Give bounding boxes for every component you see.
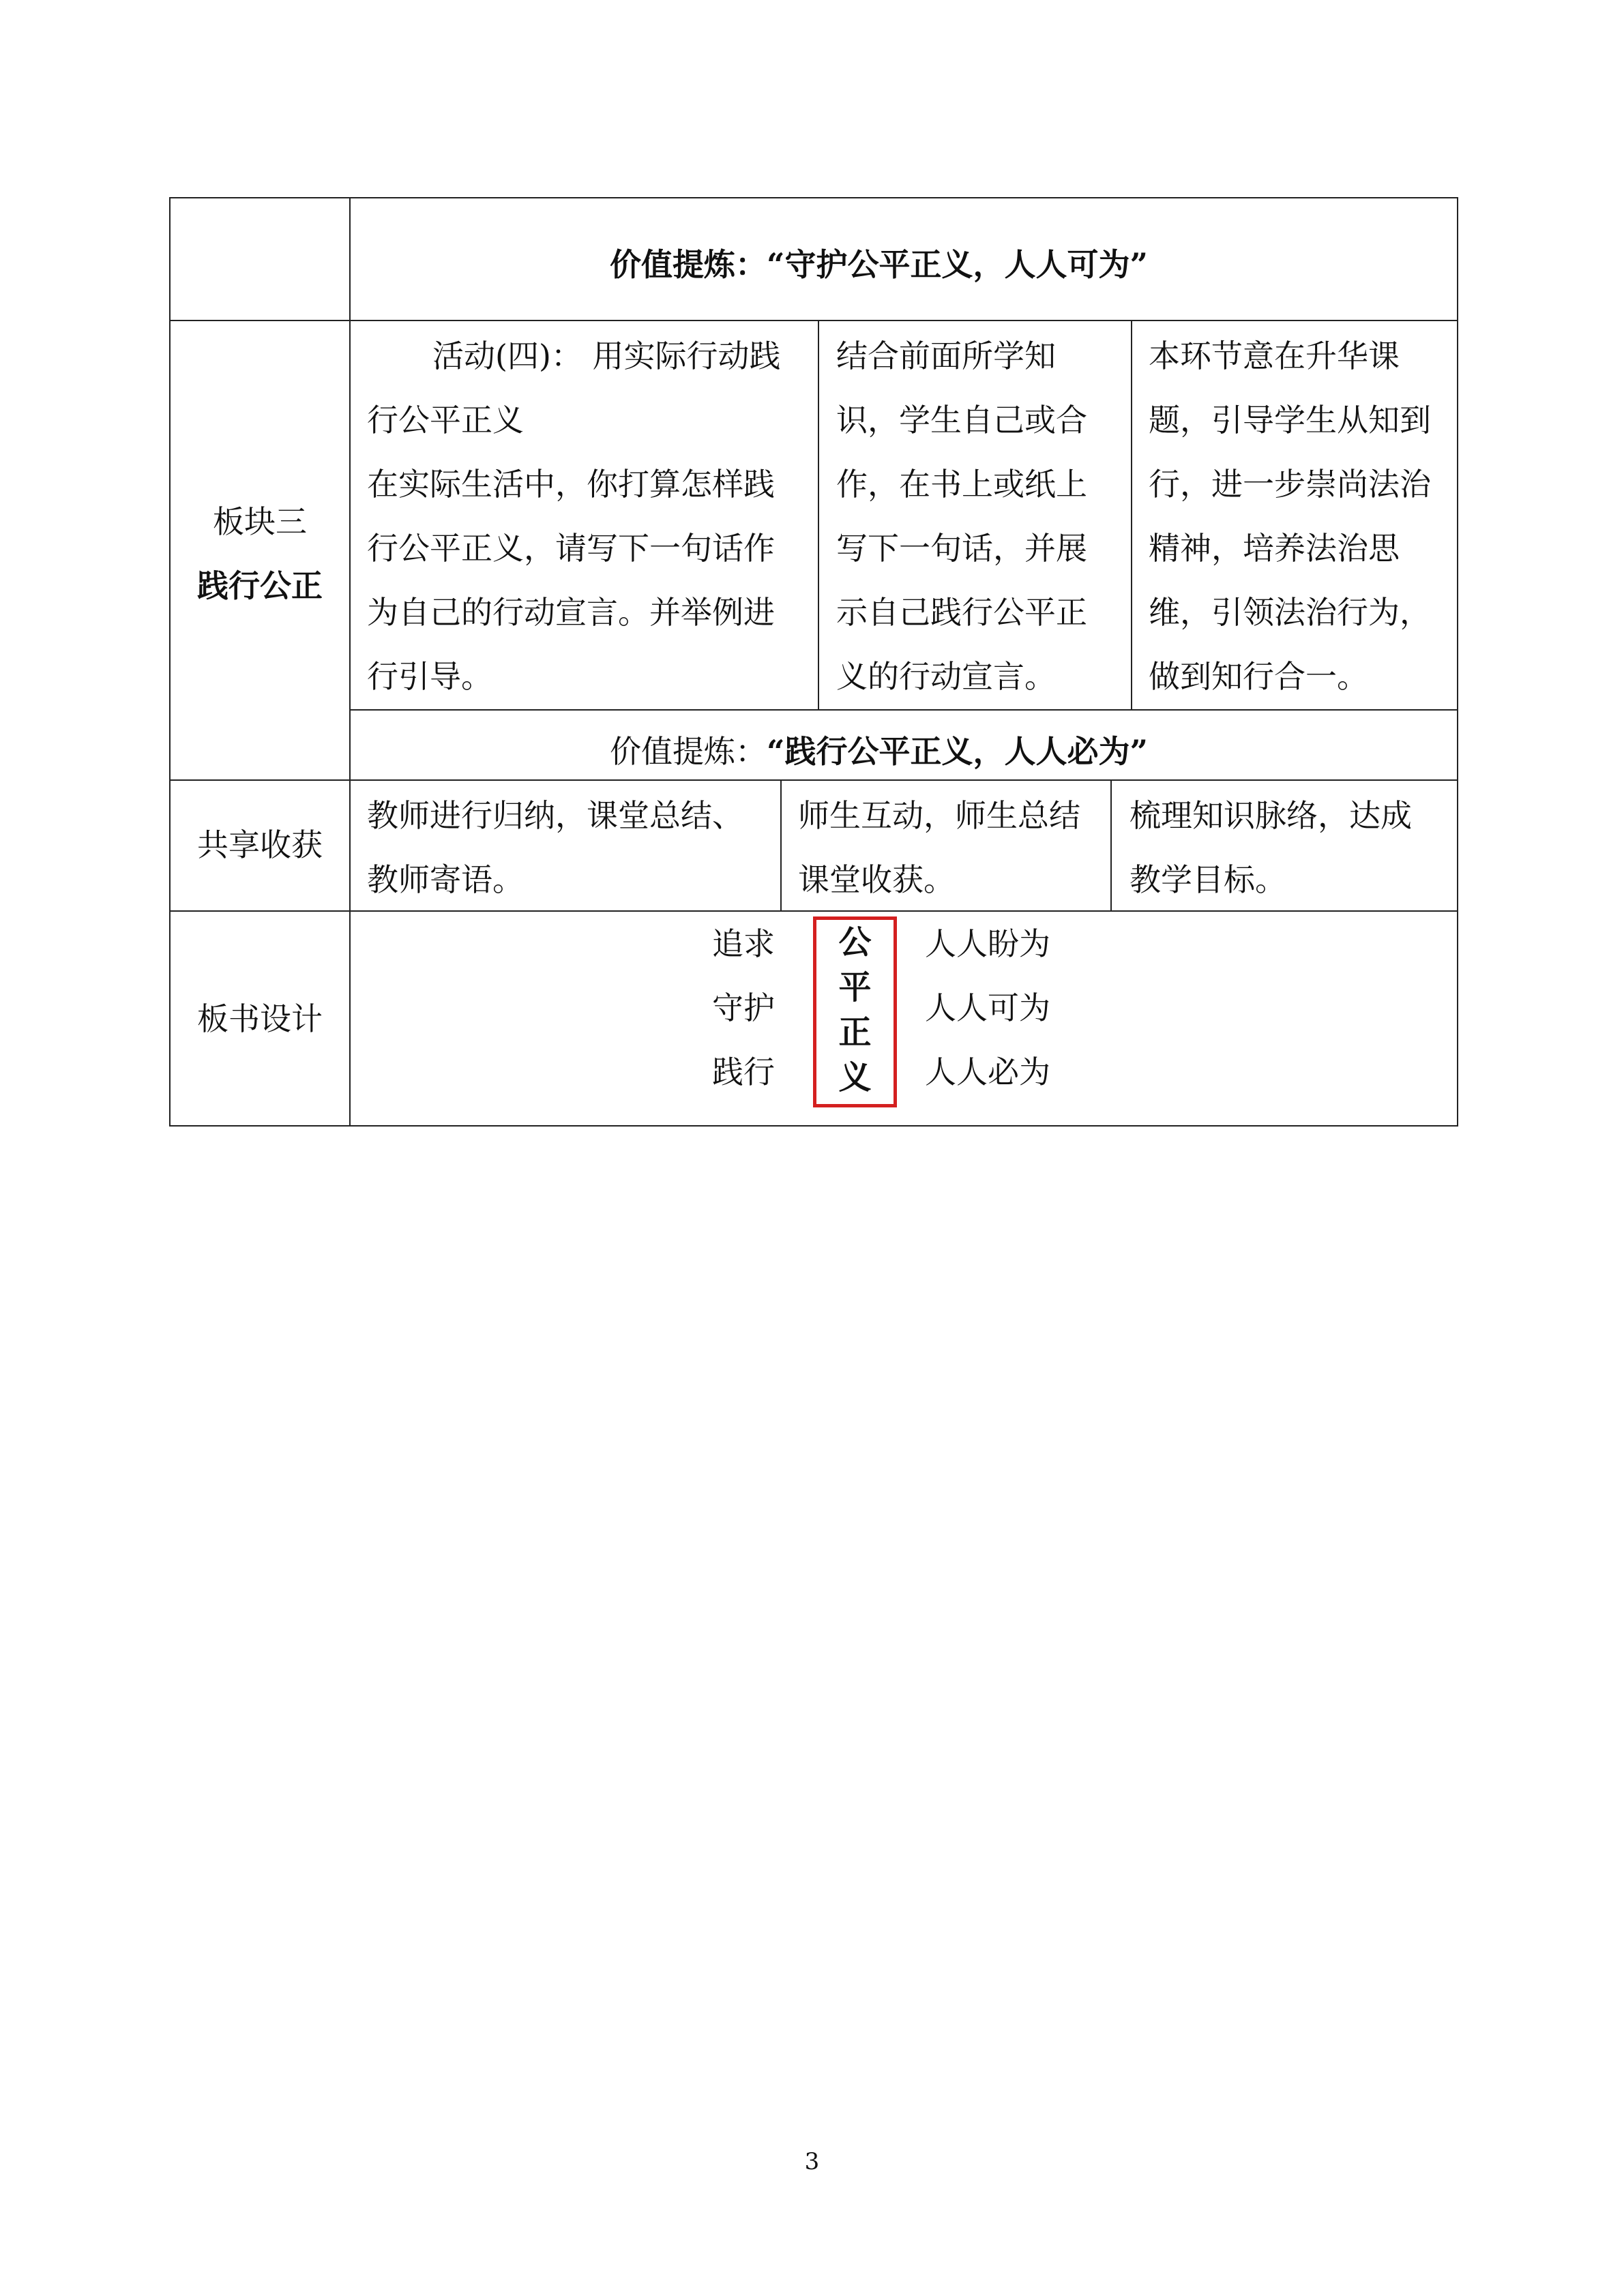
share-line: 梳理知识脉络，达成 — [1130, 797, 1412, 834]
value-summary-2 — [610, 727, 1148, 772]
module3-title-cell — [171, 490, 349, 618]
share-line: 教学目标。 — [1130, 861, 1286, 898]
board-title-cell — [171, 987, 349, 1051]
board-center-char: 公 — [838, 923, 872, 961]
board-center-char: 正 — [838, 1013, 872, 1052]
share-col1 — [367, 784, 776, 912]
activity-cell — [367, 324, 817, 709]
board-title: 板书设计 — [197, 1000, 323, 1037]
intent-line: 维，引领法治行为， — [1149, 594, 1431, 631]
share-line: 师生互动，师生总结 — [798, 797, 1080, 834]
value-quote: “守护公平正义，人人可为” — [767, 246, 1148, 283]
activity-line: 行公平正义 — [367, 402, 524, 438]
board-center-box — [813, 916, 897, 1107]
share-col2 — [798, 784, 1108, 912]
share-col3 — [1130, 784, 1457, 912]
board-left-column — [712, 912, 794, 1104]
activity-line: 为自己的行动宣言。并举例进 — [367, 594, 775, 631]
value-label: 价值提炼： — [610, 246, 767, 283]
column-divider — [1131, 320, 1132, 710]
board-center-char: 义 — [838, 1058, 872, 1097]
row-divider — [349, 709, 1458, 711]
share-line: 教师进行归纳，课堂总结、 — [367, 797, 743, 834]
activity-line: 行引导。 — [367, 658, 492, 695]
board-left-item: 守护 — [712, 989, 775, 1026]
student-line: 示自己践行公平正 — [836, 594, 1087, 631]
activity-heading: 活动(四)： 用实际行动践 — [432, 338, 781, 374]
share-title: 共享收获 — [197, 826, 323, 863]
board-right-item: 人人可为 — [925, 989, 1050, 1026]
board-right-item: 人人盼为 — [925, 925, 1050, 962]
row-divider — [169, 320, 1458, 321]
student-line: 作，在书上或纸上 — [836, 466, 1087, 503]
board-center-char: 平 — [838, 968, 872, 1007]
value-summary-1 — [610, 240, 1148, 285]
student-line: 识，学生自己或合 — [836, 402, 1087, 438]
intent-line: 本环节意在升华课 — [1149, 338, 1400, 374]
student-activity-cell — [836, 324, 1130, 709]
share-line: 教师寄语。 — [367, 861, 524, 898]
intent-line: 精神，培养法治思 — [1149, 530, 1400, 567]
board-right-column — [925, 912, 1102, 1104]
student-line: 结合前面所学知 — [836, 338, 1056, 374]
intent-line: 题，引导学生从知到 — [1149, 402, 1431, 438]
board-left-item: 追求 — [712, 925, 775, 962]
share-line: 课堂收获。 — [798, 861, 955, 898]
board-right-item: 人人必为 — [925, 1054, 1050, 1090]
board-left-item: 践行 — [712, 1054, 775, 1090]
module3-subtitle: 践行公正 — [197, 567, 323, 604]
student-line: 写下一句话，并展 — [836, 530, 1087, 567]
column-divider — [349, 197, 351, 1127]
intent-line: 行，进一步崇尚法治 — [1149, 466, 1431, 503]
activity-line: 行公平正义，请写下一句话作 — [367, 530, 775, 567]
page-number: 3 — [804, 2148, 820, 2175]
intent-line: 做到知行合一。 — [1149, 658, 1368, 695]
intent-cell — [1149, 324, 1458, 709]
column-divider — [818, 320, 819, 710]
column-divider — [1110, 779, 1112, 911]
column-divider — [780, 779, 782, 911]
share-title-cell — [171, 813, 349, 877]
row-divider — [169, 779, 1458, 781]
value-label: 价值提炼： — [610, 733, 767, 770]
activity-line: 在实际生活中，你打算怎样践 — [367, 466, 775, 503]
module3-title: 板块三 — [213, 503, 307, 540]
student-line: 义的行动宣言。 — [836, 658, 1056, 695]
value-quote: “践行公平正义，人人必为” — [767, 733, 1148, 770]
